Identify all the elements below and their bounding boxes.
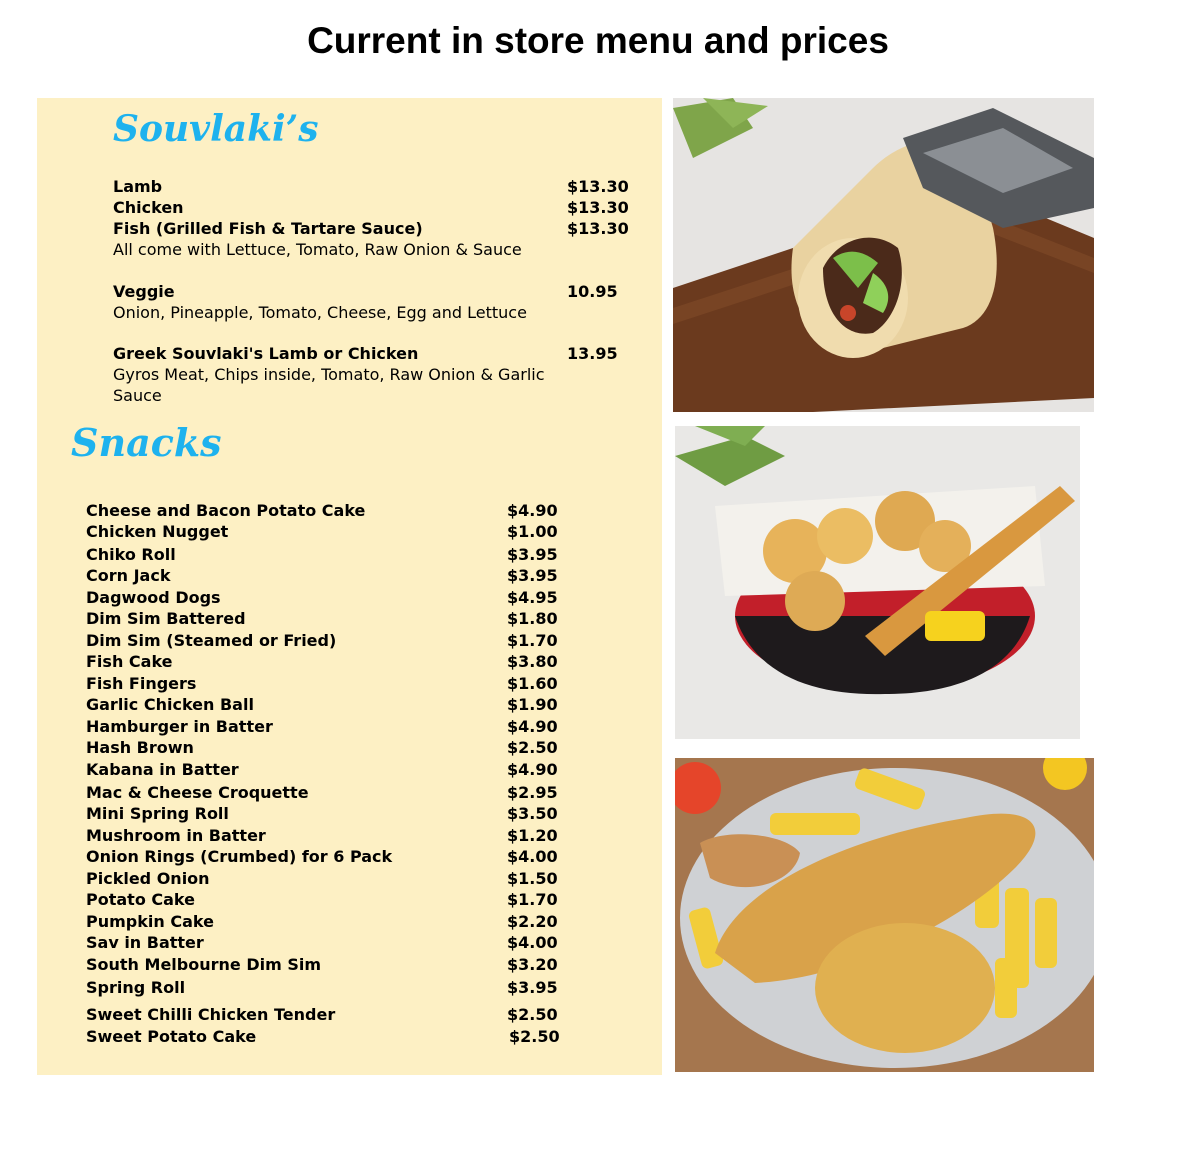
fish-and-chips-photo [675, 758, 1094, 1072]
item-price: $13.30 [567, 198, 629, 217]
snack-row [86, 674, 606, 696]
item-name: Chicken [113, 198, 184, 217]
snack-row [86, 609, 606, 631]
snack-name: Chicken Nugget [86, 522, 229, 541]
item-description: Gyros Meat, Chips inside, Tomato, Raw Onion & Garlic Sauce [113, 365, 545, 405]
snack-name: Mini Spring Roll [86, 804, 229, 823]
item-description: All come with Lettuce, Tomato, Raw Onion & Sauce [113, 240, 522, 259]
snack-price: $1.20 [507, 826, 558, 845]
snack-name: Pumpkin Cake [86, 912, 214, 931]
snack-name: Sav in Batter [86, 933, 204, 952]
snack-row [86, 501, 606, 523]
snack-price: $4.00 [507, 933, 558, 952]
snack-row [86, 545, 606, 567]
snack-price: $4.95 [507, 588, 558, 607]
snack-name: Sweet Potato Cake [86, 1027, 257, 1046]
item-price: 10.95 [567, 282, 618, 301]
snack-name: Corn Jack [86, 566, 171, 585]
snack-name: Dagwood Dogs [86, 588, 221, 607]
snack-row [86, 522, 606, 544]
item-name: Fish (Grilled Fish & Tartare Sauce) [113, 219, 423, 238]
snack-row [86, 695, 606, 717]
snack-price: $4.90 [507, 501, 558, 520]
snacks-heading: Snacks [71, 420, 222, 465]
snack-name: Sweet Chilli Chicken Tender [86, 1005, 336, 1024]
item-price: $13.30 [567, 219, 629, 238]
snack-row [86, 783, 606, 805]
snack-row [86, 869, 606, 891]
snack-price: $3.50 [507, 804, 558, 823]
snack-name: Onion Rings (Crumbed) for 6 Pack [86, 847, 393, 866]
item-name: Greek Souvlaki's Lamb or Chicken [113, 344, 419, 363]
snack-price: $3.20 [507, 955, 558, 974]
snack-row [86, 588, 606, 610]
snack-name: Pickled Onion [86, 869, 210, 888]
snacks-list [86, 501, 606, 1061]
snack-name: Kabana in Batter [86, 760, 239, 779]
snack-name: Garlic Chicken Ball [86, 695, 254, 714]
snack-row [86, 738, 606, 760]
snack-name: Chiko Roll [86, 545, 176, 564]
snack-row [86, 760, 606, 782]
snack-name: Spring Roll [86, 978, 186, 997]
snack-row [86, 826, 606, 848]
snack-price: $1.60 [507, 674, 558, 693]
snack-price: $4.90 [507, 717, 558, 736]
snack-row [86, 933, 606, 955]
snack-row [86, 631, 606, 653]
snack-row [86, 912, 606, 934]
snack-row [86, 566, 606, 588]
snack-price: $3.80 [507, 652, 558, 671]
item-price: 13.95 [567, 344, 618, 363]
snack-price: $2.95 [507, 783, 558, 802]
snack-name: Dim Sim Battered [86, 609, 246, 628]
snack-name: Hash Brown [86, 738, 194, 757]
snack-price: $2.50 [507, 1005, 558, 1024]
snack-price: $4.90 [507, 760, 558, 779]
item-description: Onion, Pineapple, Tomato, Cheese, Egg and Lettuce [113, 303, 527, 322]
snack-price: $2.50 [507, 738, 558, 757]
snack-price: $1.00 [507, 522, 558, 541]
snack-price: $4.00 [507, 847, 558, 866]
menu-panel [37, 98, 662, 1075]
snack-name: Fish Fingers [86, 674, 197, 693]
seafood-basket-photo [675, 426, 1080, 739]
snack-price: $3.95 [507, 545, 558, 564]
snack-price: $3.95 [507, 978, 558, 997]
page-title: Current in store menu and prices [307, 20, 889, 61]
snack-row [86, 955, 606, 977]
snack-price: $1.70 [507, 890, 558, 909]
snack-price: $2.50 [509, 1027, 560, 1046]
snack-price: $1.70 [507, 631, 558, 650]
snack-name: Hamburger in Batter [86, 717, 273, 736]
snack-name: Cheese and Bacon Potato Cake [86, 501, 366, 520]
item-name: Veggie [113, 282, 175, 301]
snack-row [86, 978, 606, 1000]
snack-row [86, 717, 606, 739]
souvlaki-wrap-photo [673, 98, 1094, 412]
souvlaki-heading: Souvlaki’s [113, 108, 319, 150]
item-name: Lamb [113, 177, 163, 196]
item-price: $13.30 [567, 177, 629, 196]
snack-name: South Melbourne Dim Sim [86, 955, 321, 974]
snack-row [86, 804, 606, 826]
snack-name: Mushroom in Batter [86, 826, 266, 845]
snack-price: $1.50 [507, 869, 558, 888]
snack-row [86, 890, 606, 912]
snack-row [86, 847, 606, 869]
snack-name: Mac & Cheese Croquette [86, 783, 309, 802]
snack-row [86, 1005, 606, 1027]
snack-price: $3.95 [507, 566, 558, 585]
snack-name: Fish Cake [86, 652, 173, 671]
snack-row [86, 1027, 606, 1049]
snack-price: $1.80 [507, 609, 558, 628]
snack-row [86, 652, 606, 674]
snack-price: $1.90 [507, 695, 558, 714]
snack-name: Dim Sim (Steamed or Fried) [86, 631, 337, 650]
snack-price: $2.20 [507, 912, 558, 931]
snack-name: Potato Cake [86, 890, 195, 909]
